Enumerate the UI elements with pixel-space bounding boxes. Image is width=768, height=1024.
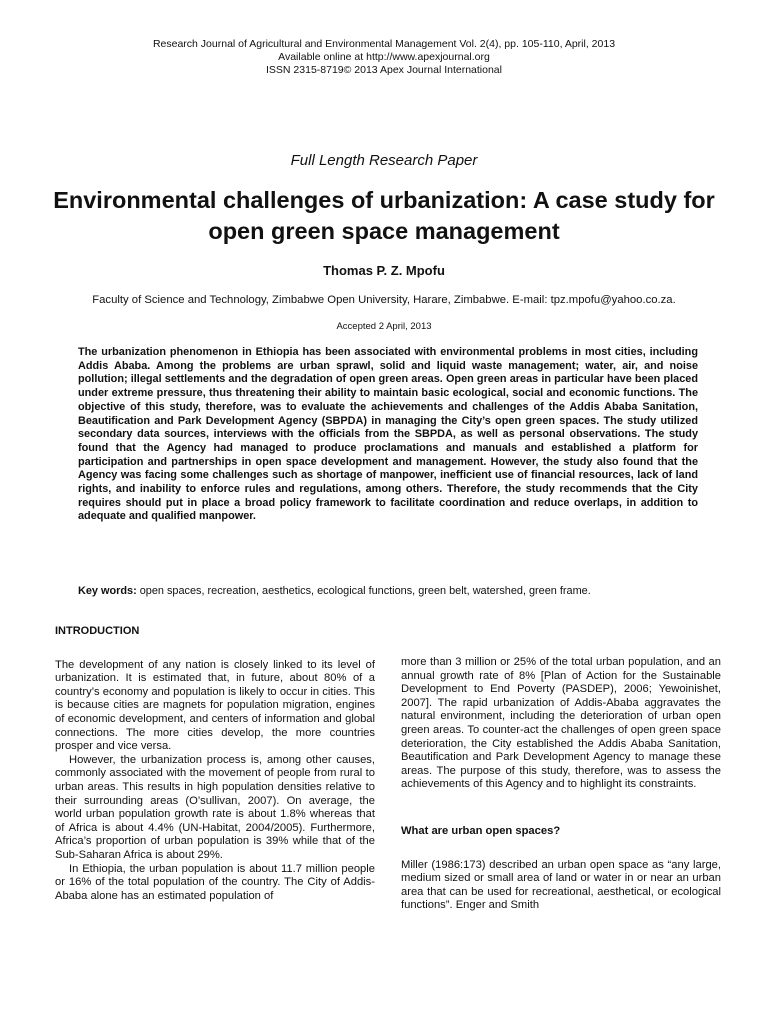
paper-title: Environmental challenges of urbanization: A case study for open green space management (53, 187, 715, 244)
intro-paragraph-4: more than 3 million or 25% of the total urban population, and an annual growth rate of 8% [Plan of Action for the Sustainable Development to End Poverty (PASDEP), 2006; Yewoinishet, 2007]. The rapid urbanization of Addis-Ababa aggravates the natural environment, including the deterioration of urban open green areas. To counter-act the challenges of open green space deterioration, the City established the Addis Ababa Sanitation, Beautification and Park Development Agency to manage these areas. The purpose of this study, therefore, was to assess the achievements of this Agency and to highlight its constraints. (401, 656, 721, 791)
left-column (55, 625, 375, 903)
intro-paragraph-1: The development of any nation is closely linked to its level of urbanization. It is estimated that, in future, about 80% of a country’s economy and population is likely to occur in cities. This is because cities are magnets for population migration, engines of economic development, and centers of information and global connections. The more cities develop, the more countries prosper and vice versa. (55, 658, 375, 753)
intro-paragraph-2: However, the urbanization process is, among other causes, commonly associated with the movement of people from rural to urban areas. This results in high population densities relative to their surrounding areas (O’sullivan, 2007). On average, the world urban population growth rate is about 1.8% whereas that of Africa is about 4.4% (UN-Habitat, 2004/2005). Furthermore, Africa’s proportion of urban population is 39% while that of the Sub-Saharan Africa is about 29%. (55, 753, 375, 861)
introduction-heading: INTRODUCTION (55, 625, 140, 637)
keywords-text: open spaces, recreation, aesthetics, ecological functions, green belt, watershed, green frame. (136, 585, 591, 597)
open-spaces-heading: What are urban open spaces? (401, 824, 561, 837)
author-name: Thomas P. Z. Mpofu (323, 263, 445, 278)
intro-paragraph-3: In Ethiopia, the urban population is about 11.7 million people or 16% of the total population of the country. The City of Addis-Ababa alone has an estimated population of (55, 862, 375, 902)
journal-issn: ISSN 2315-8719© 2013 Apex Journal International (266, 64, 502, 76)
paper-type: Full Length Research Paper (290, 152, 478, 169)
open-spaces-paragraph-1: Miller (1986:173) described an urban open space as “any large, medium sized or small area of land or water in or near an urban area that can be used for recreational, aesthetical, or ecological functions”. Enger and Smith (401, 858, 721, 912)
right-column (401, 656, 721, 913)
journal-citation: Research Journal of Agricultural and Environmental Management Vol. 2(4), pp. 105-110, April, 2013 (152, 38, 616, 50)
abstract: The urbanization phenomenon in Ethiopia has been associated with environmental problems in most cities, including Addis Ababa. Among the problems are urban sprawl, solid and liquid waste management; water, air, and noise pollution; illegal settlements and the degradation of open green areas. Open green areas in particular have been placed under extreme pressure, thus threatening their ability to maintain basic ecological, social and economic functions. The objective of this study, therefore, was to evaluate the achievements and challenges of the Addis Ababa Sanitation, Beautification and Park Development Agency (SBPDA) in managing the City’s open green spaces. The study utilized secondary data sources, interviews with the officials from the SBPDA, as well as personal observations. The study found that the Agency had managed to produce proclamations and manuals and established a platform for participation and partnerships in open space development and management. However, the study also found that the Agency was facing some challenges such as shortage of manpower, inefficient use of financial resources, lack of land rights, and inability to enforce rules and regulations, among others. Therefore, the study recommends that the City requires should put in place a broad policy framework to facilitate coordination and reduce overlaps, in addition to adequate and qualified manpower. (78, 346, 698, 523)
accepted-date: Accepted 2 April, 2013 (336, 321, 432, 332)
journal-header (0, 38, 768, 77)
author-affiliation: Faculty of Science and Technology, Zimbabwe Open University, Harare, Zimbabwe. E-mail: tpz.mpofu@yahoo.co.za. (92, 294, 676, 306)
journal-url[interactable]: Available online at http://www.apexjournal.org (278, 51, 490, 63)
keywords (78, 584, 698, 598)
keywords-label: Key words: (78, 585, 137, 597)
